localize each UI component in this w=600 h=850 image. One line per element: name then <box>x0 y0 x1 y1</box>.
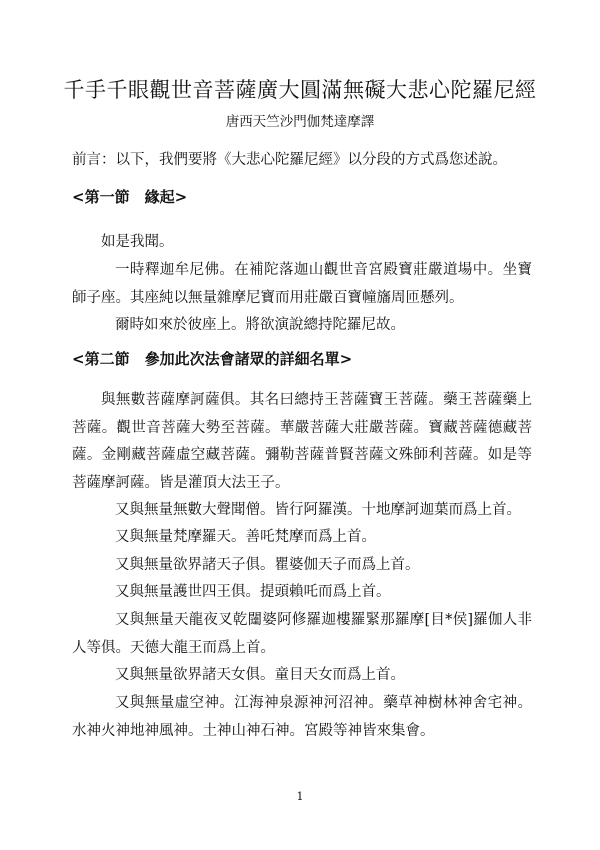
section-1-paragraph-3: 爾時如來於彼座上。將欲演說總持陀羅尼故。 <box>115 317 405 333</box>
section-2-paragraph-1: 與無數菩薩摩訶薩俱。其名曰總持王菩薩寶王菩薩。藥王菩薩藥上菩薩。觀世音菩薩大勢至菩薩。華嚴菩薩大莊嚴菩薩。寶藏菩薩德藏菩薩。金剛藏菩薩虛空藏菩薩。彌勒菩薩普賢菩薩文殊師利菩薩。如是等菩薩摩訶薩。皆是灌頂大法王子。 <box>72 392 532 491</box>
section-1-paragraph-1: 如是我聞。 <box>101 234 174 250</box>
section-2-heading: <第二節 參加此次法會諸眾的詳細名單> <box>72 350 353 368</box>
section-2-paragraph-4: 又與無量欲界諸天子俱。瞿婆伽天子而爲上首。 <box>115 557 420 573</box>
page-number: 1 <box>296 790 304 803</box>
section-2-paragraph-7: 又與無量欲界諸天女俱。童目天女而爲上首。 <box>115 667 405 683</box>
section-2-paragraph-8: 又與無量虛空神。江海神泉源神河沼神。藥草神樹林神舍宅神。水神火神地神風神。土神山神石神。宮殿等神皆來集會。 <box>72 695 532 739</box>
section-2-paragraph-5: 又與無量護世四王俱。提頭賴吒而爲上首。 <box>115 584 391 600</box>
section-2-paragraph-6: 又與無量天龍夜叉乾闥婆阿修羅迦樓羅緊那羅摩[目*侯]羅伽人非人等俱。天德大龍王而爲上首。 <box>72 612 532 656</box>
section-2-paragraph-2: 又與無量無數大聲聞僧。皆行阿羅漢。十地摩訶迦葉而爲上首。 <box>115 502 521 518</box>
section-2-paragraph-3: 又與無量梵摩羅天。善吒梵摩而爲上首。 <box>115 529 376 545</box>
section-1-heading: <第一節 緣起> <box>72 188 188 206</box>
section-1-paragraph-2: 一時釋迦牟尼佛。在補陀落迦山觀世音宮殿寶莊嚴道場中。坐寶師子座。其座純以無量雜摩尼寶而用莊嚴百寶幢旛周匝懸列。 <box>72 262 532 306</box>
document-title: 千手千眼觀世音菩薩廣大圓滿無礙大悲心陀羅尼經 <box>63 78 537 102</box>
preface-text: 前言：以下，我們要將《大悲心陀羅尼經》以分段的方式爲您述說。 <box>72 152 507 168</box>
translator-line: 唐西天竺沙門伽梵達摩譯 <box>225 114 375 130</box>
